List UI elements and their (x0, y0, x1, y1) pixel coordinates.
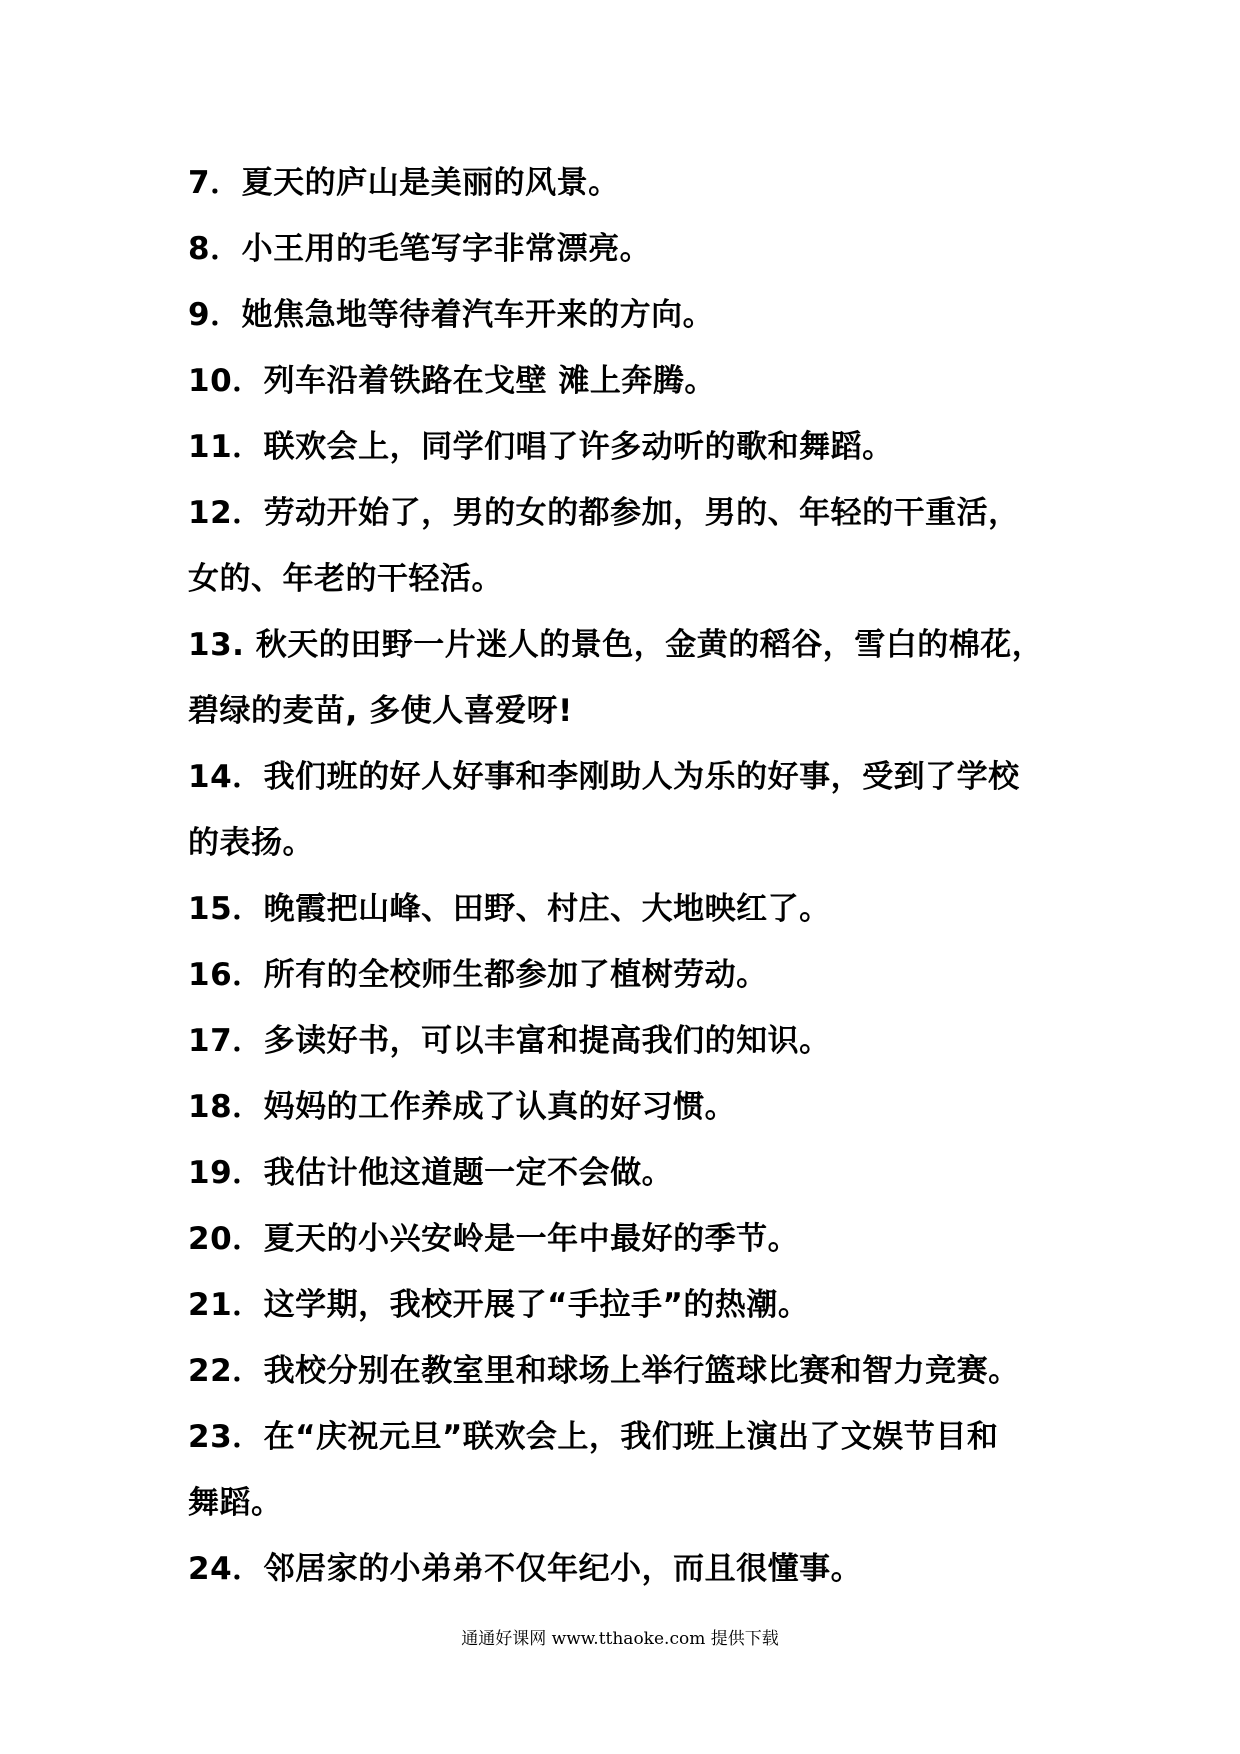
sentence-line-24: 24．邻居家的小弟弟不仅年纪小，而且很懂事。 (188, 1551, 863, 1587)
sentence-line-11: 11．联欢会上，同学们唱了许多动听的歌和舞蹈。 (188, 429, 894, 465)
sentence-line-8: 8．小王用的毛笔写字非常漂亮。 (188, 231, 652, 267)
sentence-line-16: 16．所有的全校师生都参加了植树劳动。 (188, 957, 768, 993)
sentence-line-13: 13. 秋天的田野一片迷人的景色，金黄的稻谷，雪白的棉花， (188, 627, 1044, 663)
sentence-line-23: 23．在“庆祝元旦”联欢会上，我们班上演出了文娱节目和 (188, 1419, 999, 1455)
sentence-line-19: 19．我估计他这道题一定不会做。 (188, 1155, 674, 1191)
sentence-line-12: 12．劳动开始了，男的女的都参加，男的、年轻的干重活， (188, 495, 1020, 531)
sentence-line-14-cont: 的表扬。 (188, 825, 314, 861)
sentence-line-15: 15．晚霞把山峰、田野、村庄、大地映红了。 (188, 891, 831, 927)
sentence-line-9: 9．她焦急地等待着汽车开来的方向。 (188, 297, 715, 333)
sentence-line-12-cont: 女的、年老的干轻活。 (188, 561, 503, 597)
sentence-line-13-cont: 碧绿的麦苗, 多使人喜爱呀! (188, 693, 573, 729)
page-footer: 通通好课网 www.tthaoke.com 提供下载 (461, 1629, 779, 1649)
sentence-line-21: 21．这学期，我校开展了“手拉手”的热潮。 (188, 1287, 810, 1323)
sentence-line-22: 22．我校分别在教室里和球场上举行篮球比赛和智力竞赛。 (188, 1353, 1020, 1389)
sentence-line-18: 18．妈妈的工作养成了认真的好习惯。 (188, 1089, 737, 1125)
sentence-line-20: 20．夏天的小兴安岭是一年中最好的季节。 (188, 1221, 800, 1257)
sentence-line-14: 14．我们班的好人好事和李刚助人为乐的好事，受到了学校 (188, 759, 1020, 795)
sentence-line-7: 7．夏天的庐山是美丽的风景。 (188, 165, 620, 201)
sentence-line-10: 10．列车沿着铁路在戈壁 滩上奔腾。 (188, 363, 716, 399)
sentence-list (188, 150, 1088, 1602)
sentence-line-23-cont: 舞蹈。 (188, 1485, 283, 1521)
sentence-line-17: 17．多读好书，可以丰富和提高我们的知识。 (188, 1023, 831, 1059)
